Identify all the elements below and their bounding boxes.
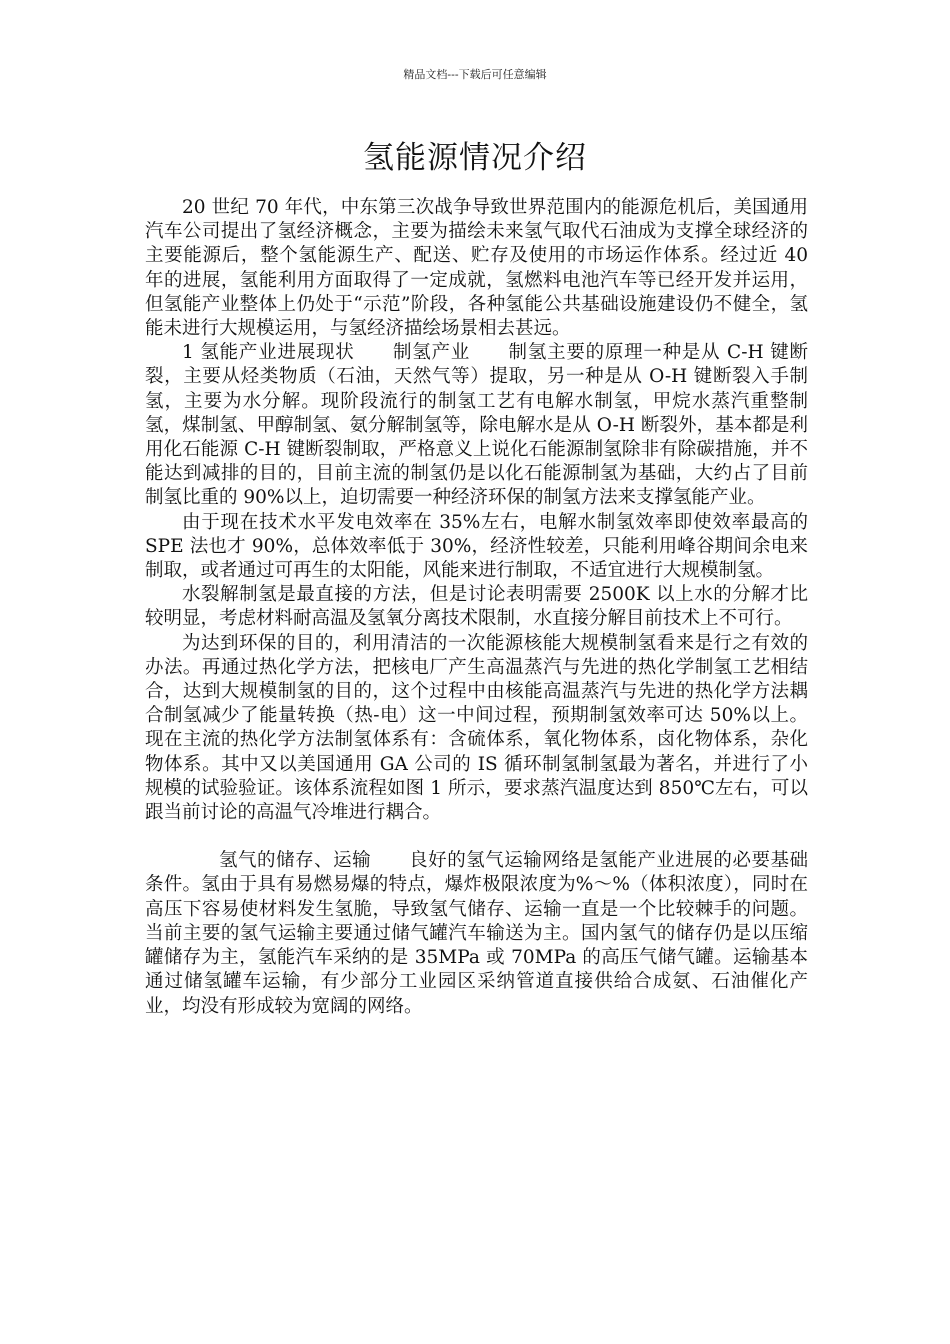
page-title: 氢能源情况介绍 [363,140,587,176]
paragraph-storage-transport: 氢气的储存、运输 良好的氢气运输网络是氢能产业进展的必要基础条件。氢由于具有易燃易爆的特点，爆炸极限浓度为%～%（体积浓度），同时在高压下容易使材料发生氢脆，导致氢气储存、运输一直是一个比较棘手的问题。当前主要的氢气运输主要通过储气罐汽车输送为主。国内氢气的储存仍是以压缩罐储存为主，氢能汽车采纳的是 35MPa 或 70MPa 的高压气储气罐。运输基本通过储氢罐车运输，有少部分工业园区采纳管道直接供给合成氨、石油催化产业，均没有形成较为宽阔的网络。 [145,850,808,1017]
paragraph-nuclear-thermochemical: 为达到环保的目的，利用清洁的一次能源核能大规模制氢看来是行之有效的办法。再通过热化学方法，把核电厂产生高温蒸汽与先进的热化学制氢工艺相结合，达到大规模制氢的目的，这个过程中由核能高温蒸汽与先进的热化学方法耦合制氢减少了能量转换（热-电）这一中间过程，预期制氢效率可达 50%以上。现在主流的热化学方法制氢体系有：含硫体系，氧化物体系，卤化物体系，杂化物体系。其中又以美国通用 GA 公司的 IS 循环制氢制氢最为著名，并进行了小规模的试验验证。该体系流程如图 1 所示，要求蒸汽温度达到 850℃左右，可以跟当前讨论的高温气冷堆进行耦合。 [145,632,808,824]
paragraph-electrolysis: 由于现在技术水平发电效率在 35%左右，电解水制氢效率即使效率最高的 SPE 法也才 90%，总体效率低于 30%，经济性较差，只能利用峰谷期间余电来制取，或者通过可再生的太阳能，风能来进行制取，不适宜进行大规模制氢。 [145,511,808,582]
document-body [145,196,808,1019]
paragraph-water-splitting: 水裂解制氢是最直接的方法，但是讨论表明需要 2500K 以上水的分解才比较明显，考虑材料耐高温及氢氧分离技术限制，水直接分解目前技术上不可行。 [145,584,808,630]
header-note: 精品文档---下载后可任意编辑 [403,68,547,81]
paragraph-hydrogen-production: 1 氢能产业进展现状 制氢产业 制氢主要的原理一种是从 C-H 键断裂，主要从烃类物质（石油，天然气等）提取，另一种是从 O-H 键断裂入手制氢，主要为水分解。现阶段流行的制氢工艺有电解水制氢，甲烷水蒸汽重整制氢，煤制氢、甲醇制氢、氨分解制氢等，除电解水是从 O-H 断裂外，基本都是利用化石能源 C-H 键断裂制取，严格意义上说化石能源制氢除非有除碳措施，并不能达到减排的目的，目前主流的制氢仍是以化石能源制氢为基础，大约占了目前制氢比重的 90%以上，迫切需要一种经济环保的制氢方法来支撑氢能产业。 [145,342,808,509]
paragraph-intro: 20 世纪 70 年代，中东第三次战争导致世界范围内的能源危机后，美国通用汽车公司提出了氢经济概念，主要为描绘未来氢气取代石油成为支撑全球经济的主要能源后，整个氢能源生产、配送、贮存及使用的市场运作体系。经过近 40 年的进展，氢能利用方面取得了一定成就，氢燃料电池汽车等已经开发并运用，但氢能产业整体上仍处于“示范”阶段，各种氢能公共基础设施建设仍不健全，氢能未进行大规模运用，与氢经济描绘场景相去甚远。 [145,197,808,340]
